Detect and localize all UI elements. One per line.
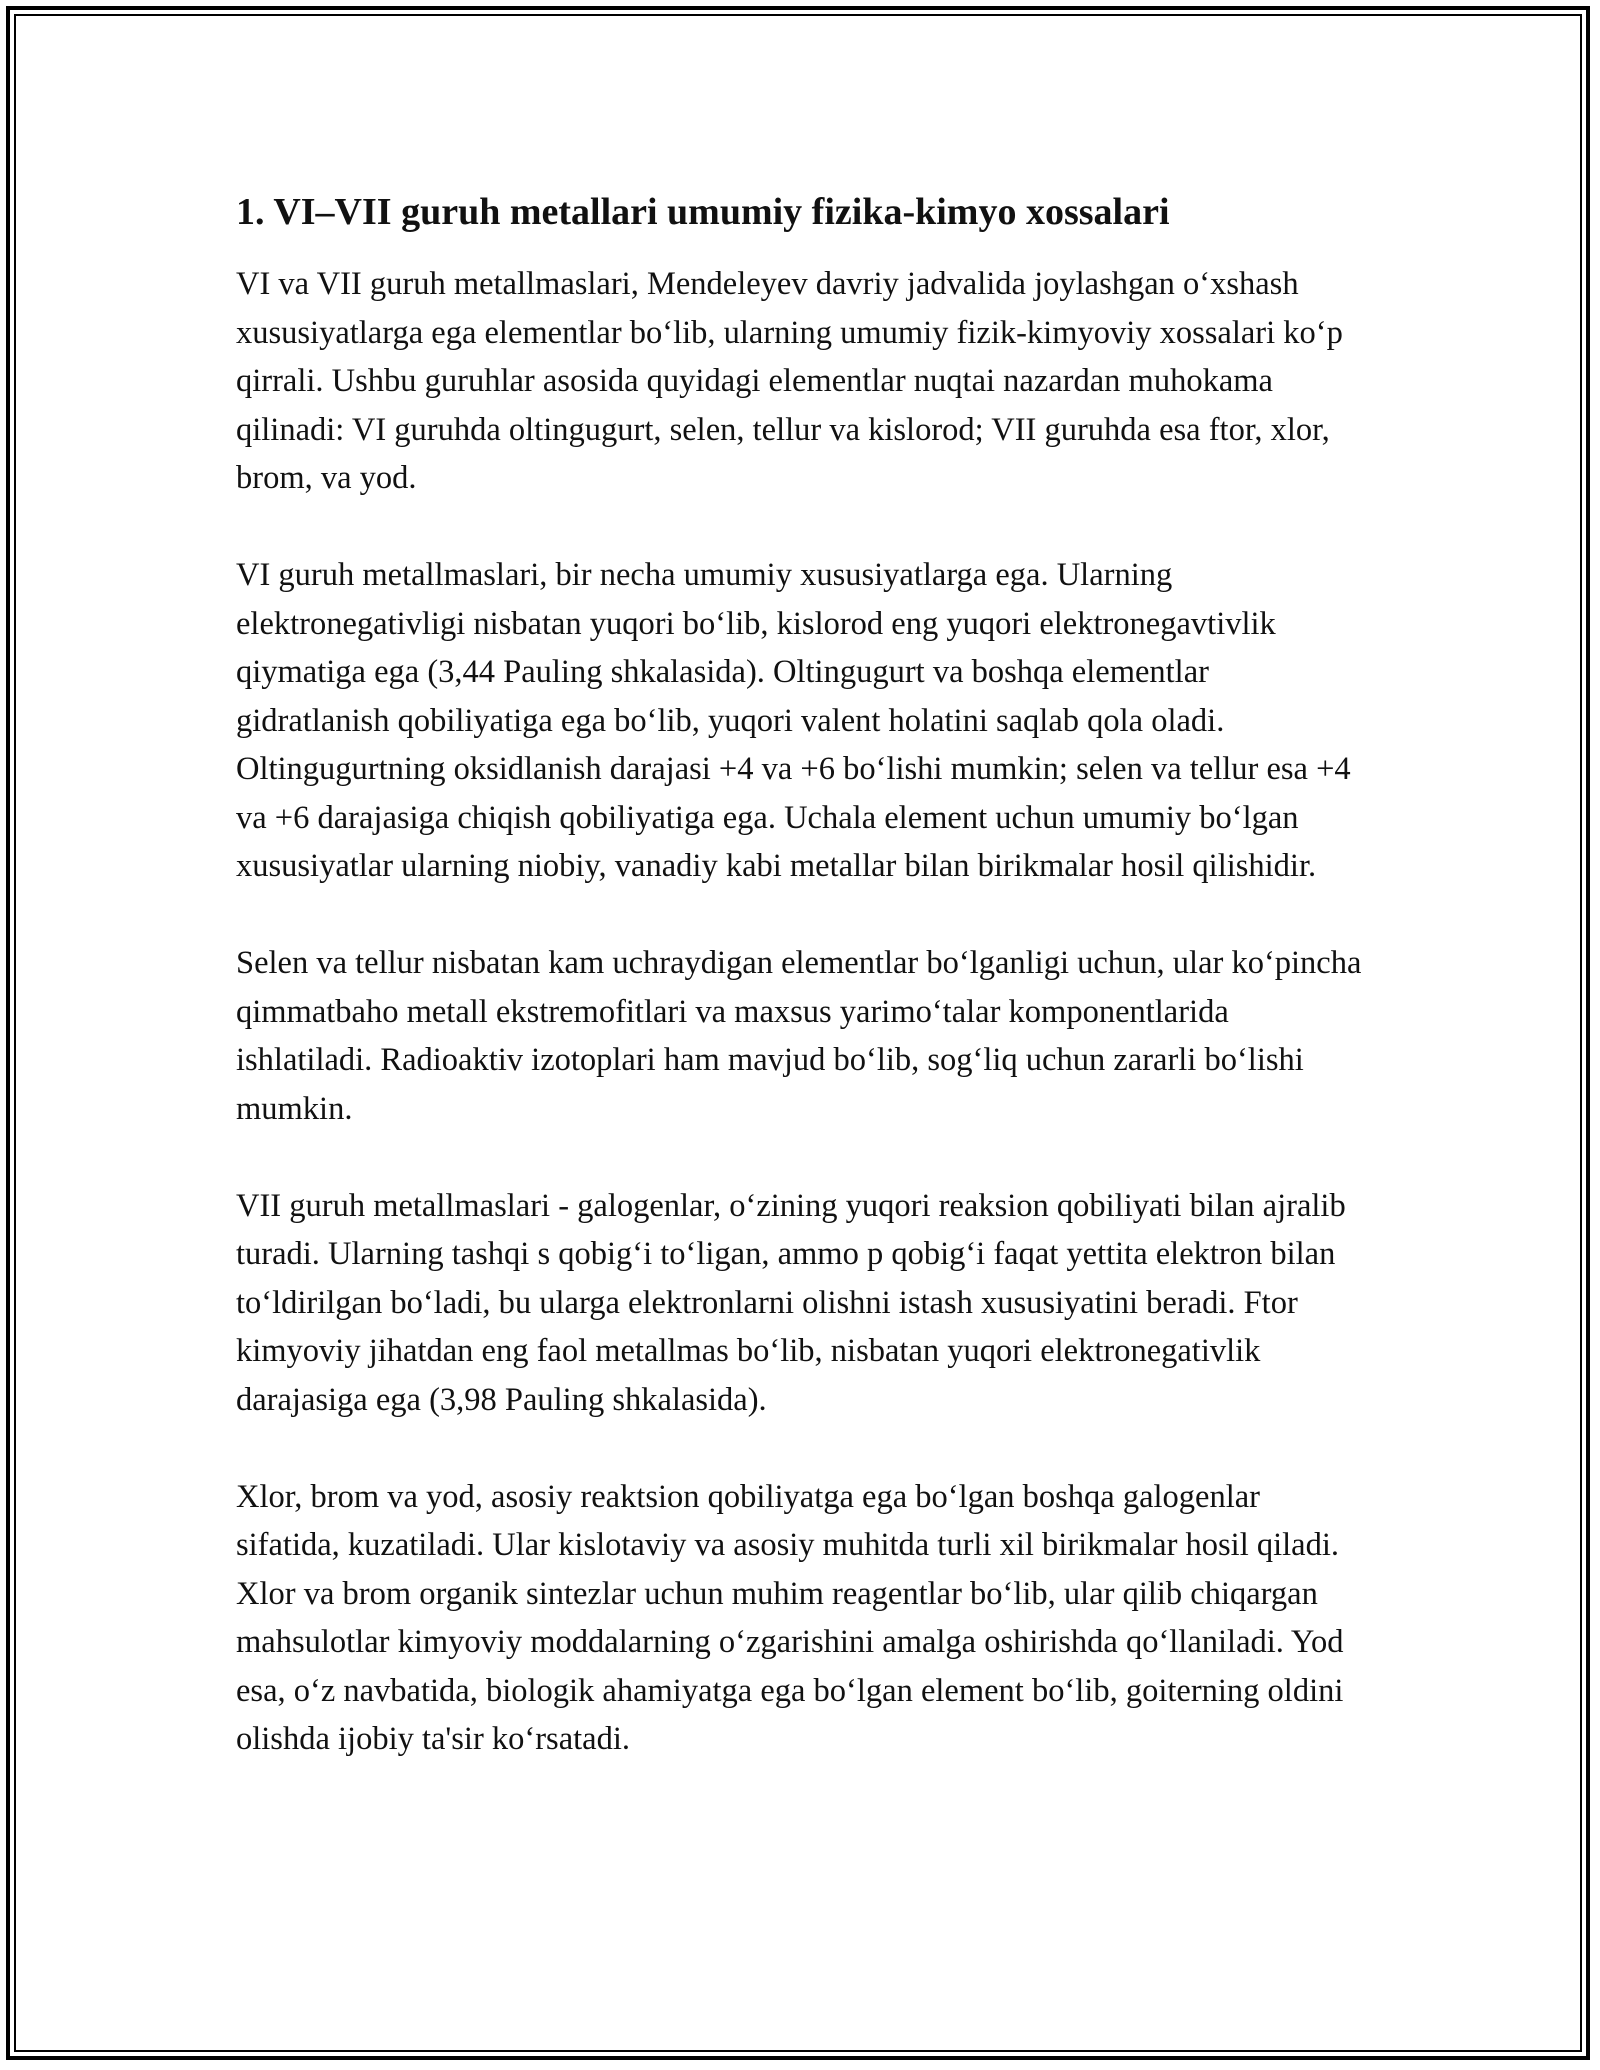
section-heading: 1. VI–VII guruh metallari umumiy fizika-kimyo xossalari [236,191,1170,233]
document-body [236,186,1366,1812]
paragraph-group-vi: VI guruh metallmaslari, bir necha umumiy xususiyatlarga ega. Ularning elektronegativligi nisbatan yuqori bo‘lib, kislorod eng yuqori elektronegavtivlik qiymatiga ega (3,44 Pauling shkalasida). Oltingugurt va boshqa elementlar gidratlanish qobiliyatiga ega bo‘lib, yuqori valent holatini saqlab qola oladi. Oltingugurtning oksidlanish darajasi +4 va +6 bo‘lishi mumkin; selen va tellur esa +4 va +6 darajasiga chiqish qobiliyatiga ega. Uchala element uchun umumiy bo‘lgan xususiyatlar ularning niobiy, vanadiy kabi metallar bilan birikmalar hosil qilishidir. [236,557,1351,884]
paragraph-group-vii: VII guruh metallmaslari - galogenlar, o‘zining yuqori reaksion qobiliyati bilan ajralib turadi. Ularning tashqi s qobig‘i to‘ligan, ammo p qobig‘i faqat yettita elektron bilan to‘ldirilgan bo‘ladi, bu ularga elektronlarni olishni istash xususiyatini beradi. Ftor kimyoviy jihatdan eng faol metallmas bo‘lib, nisbatan yuqori elektronegativlik darajasiga ega (3,98 Pauling shkalasida). [236,1187,1346,1418]
paragraph-halogens: Xlor, brom va yod, asosiy reaktsion qobiliyatga ega bo‘lgan boshqa galogenlar sifatida, kuzatiladi. Ular kislotaviy va asosiy muhitda turli xil birikmalar hosil qiladi. Xlor va brom organik sintezlar uchun muhim reagentlar bo‘lib, ular qilib chiqargan mahsulotlar kimyoviy moddalarning o‘zgarishini amalga oshirishda qo‘llaniladi. Yod esa, o‘z navbatida, biologik ahamiyatga ega bo‘lgan element bo‘lib, goiterning oldini olishda ijobiy ta'sir ko‘rsatadi. [236,1478,1344,1757]
paragraph-selenium-tellurium: Selen va tellur nisbatan kam uchraydigan elementlar bo‘lganligi uchun, ular ko‘pincha qimmatbaho metall ekstremofitlari va maxsus yarimo‘talar komponentlarida ishlatiladi. Radioaktiv izotoplari ham mavjud bo‘lib, sog‘liq uchun zararli bo‘lishi mumkin. [236,945,1362,1127]
paragraph-intro: VI va VII guruh metallmaslari, Mendeleyev davriy jadvalida joylashgan o‘xshash xususiyatlarga ega elementlar bo‘lib, ularning umumiy fizik-kimyoviy xossalari ko‘p qirrali. Ushbu guruhlar asosida quyidagi elementlar nuqtai nazardan muhokama qilinadi: VI guruhda oltingugurt, selen, tellur va kislorod; VII guruhda esa ftor, xlor, brom, va yod. [236,266,1343,496]
